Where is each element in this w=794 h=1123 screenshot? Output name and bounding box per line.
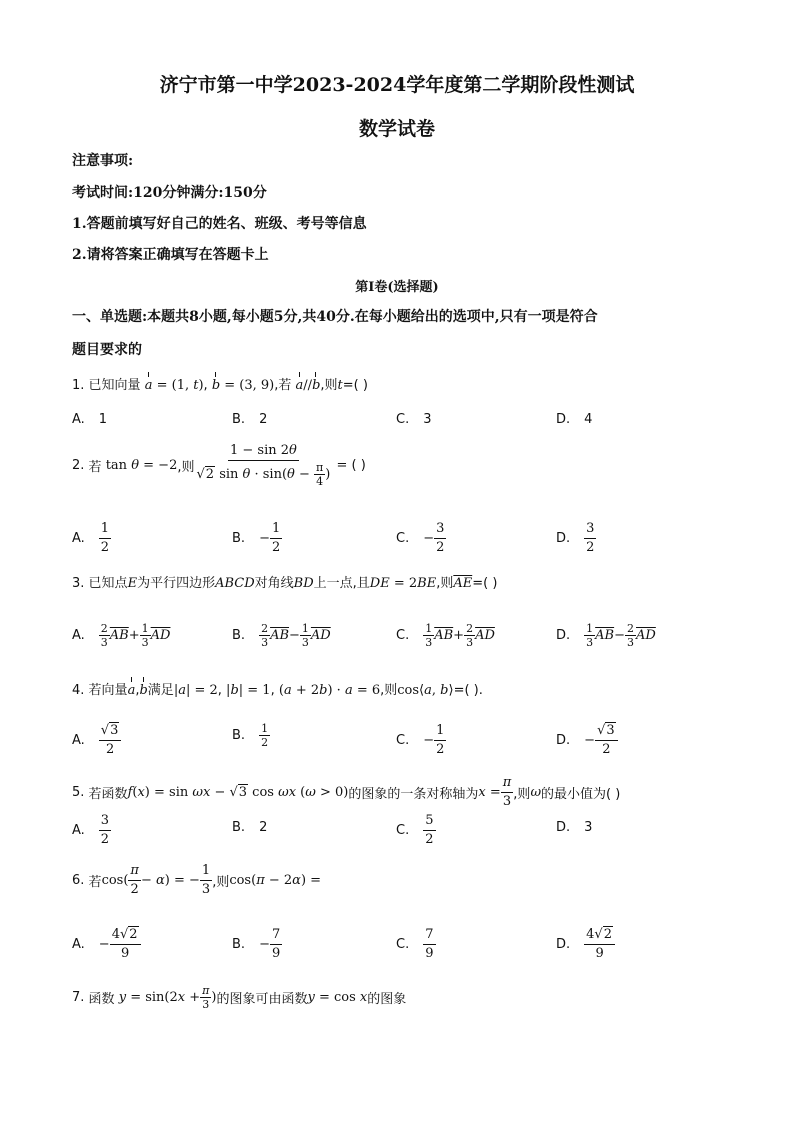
section-title: 第I卷(选择题) <box>355 280 439 295</box>
question-6: 6. 若 cos( $\frac{\pi}{2}$ − α) = − $\frac{1}{3}$ ,则 cos(π − 2α) = <box>72 863 322 897</box>
exam-subtitle: 数学试卷 <box>358 118 435 140</box>
q6-option-c[interactable]: C. $\frac{7}{9}$ <box>396 927 434 961</box>
notice-heading: 注意事项: <box>72 153 134 169</box>
section-instruction-1: 一、单选题:本题共8小题,每小题5分,共40分.在每小题给出的选项中,只有一项是符合 <box>72 309 598 325</box>
exam-title: 济宁市第一中学2023-2024学年度第二学期阶段性测试 <box>159 74 635 96</box>
section-instruction-2: 题目要求的 <box>72 342 142 358</box>
q3-option-c[interactable]: C. $\frac{1}{3}$ $\overline{AB}$ + $\frac{2}{3}$ $\overline{AD}$ <box>396 622 495 649</box>
question-2: 2. 若 tan θ = −2 ,则 1 − sin 2θ √2 sin θ · sin(θ − $\frac{\pi}{4}$ ) = ( ) <box>72 443 366 488</box>
question-1: 1. 已知向量 a = (1, t), b = (3, 9),若 a//b,则t=( ) <box>72 378 368 393</box>
q5-option-b[interactable]: B. 2 <box>232 820 268 835</box>
question-4: 4. 若向量a,b满足|a| = 2, |b| = 1, (a + 2b) · a = 6,则cos⟨a, b⟩=( ). <box>72 683 483 698</box>
q4-option-c[interactable]: C. − $\frac{1}{2}$ <box>396 723 445 757</box>
question-7: 7. 函数 y = sin(2x + $\frac{\pi}{3}$ ) 的图象可由函数 y = cos x 的图象 <box>72 984 407 1011</box>
q6-option-a[interactable]: A. − $\frac{4√2}{9}$ <box>72 926 141 963</box>
q1-option-c[interactable]: C. 3 <box>396 412 432 427</box>
q5-option-c[interactable]: C. $\frac{5}{2}$ <box>396 813 434 847</box>
q5-option-a[interactable]: A. $\frac{3}{2}$ <box>72 813 110 847</box>
notice-item-1: 1.答题前填写好自己的姓名、班级、考号等信息 <box>72 216 367 232</box>
q3-option-b[interactable]: B. $\frac{2}{3}$ $\overline{AB}$ − $\frac{1}{3}$ $\overline{AD}$ <box>232 622 331 649</box>
q1-option-d[interactable]: D. 4 <box>556 412 593 427</box>
q2-expression: 1 − sin 2θ √2 sin θ · sin(θ − $\frac{\pi}{4}$ ) <box>196 443 331 488</box>
q1-option-a[interactable]: A. 1 <box>72 412 108 427</box>
q6-option-b[interactable]: B. − $\frac{7}{9}$ <box>232 927 281 961</box>
question-number: 1. <box>72 378 85 393</box>
question-3: 3. 已知点E为平行四边形ABCD对角线BD上一点,且DE = 2BE,则$\overline{AE}=$( ) <box>72 576 498 591</box>
notice-item-2: 2.请将答案正确填写在答题卡上 <box>72 247 269 263</box>
q4-option-d[interactable]: D. − $\frac{√3}{2}$ <box>556 722 618 759</box>
q2-option-a[interactable]: A. $\frac{1}{2}$ <box>72 521 110 555</box>
q5-option-d[interactable]: D. 3 <box>556 820 593 835</box>
q3-option-d[interactable]: D. $\frac{1}{3}$ $\overline{AB}$ − $\frac{2}{3}$ $\overline{AD}$ <box>556 622 656 649</box>
q1-option-b[interactable]: B. 2 <box>232 412 268 427</box>
question-5: 5. 若函数 f(x) = sin ωx − √3 cos ωx (ω > 0) 的图象的一条对称轴为 x = $\frac{\pi}{3}$ ,则 ω 的最小值为( ) <box>72 775 621 809</box>
q2-option-c[interactable]: C. − $\frac{3}{2}$ <box>396 521 445 555</box>
q2-option-b[interactable]: B. − $\frac{1}{2}$ <box>232 521 281 555</box>
q4-option-b[interactable]: B. $\frac{1}{2}$ <box>232 722 269 749</box>
q4-option-a[interactable]: A. $\frac{√3}{2}$ <box>72 722 121 759</box>
notice-time: 考试时间:120分钟满分:150分 <box>72 185 267 201</box>
q2-option-d[interactable]: D. $\frac{3}{2}$ <box>556 521 595 555</box>
q3-option-a[interactable]: A. $\frac{2}{3}$ $\overline{AB}$ + $\frac{1}{3}$ $\overline{AD}$ <box>72 622 171 649</box>
q6-option-d[interactable]: D. $\frac{4√2}{9}$ <box>556 926 615 963</box>
